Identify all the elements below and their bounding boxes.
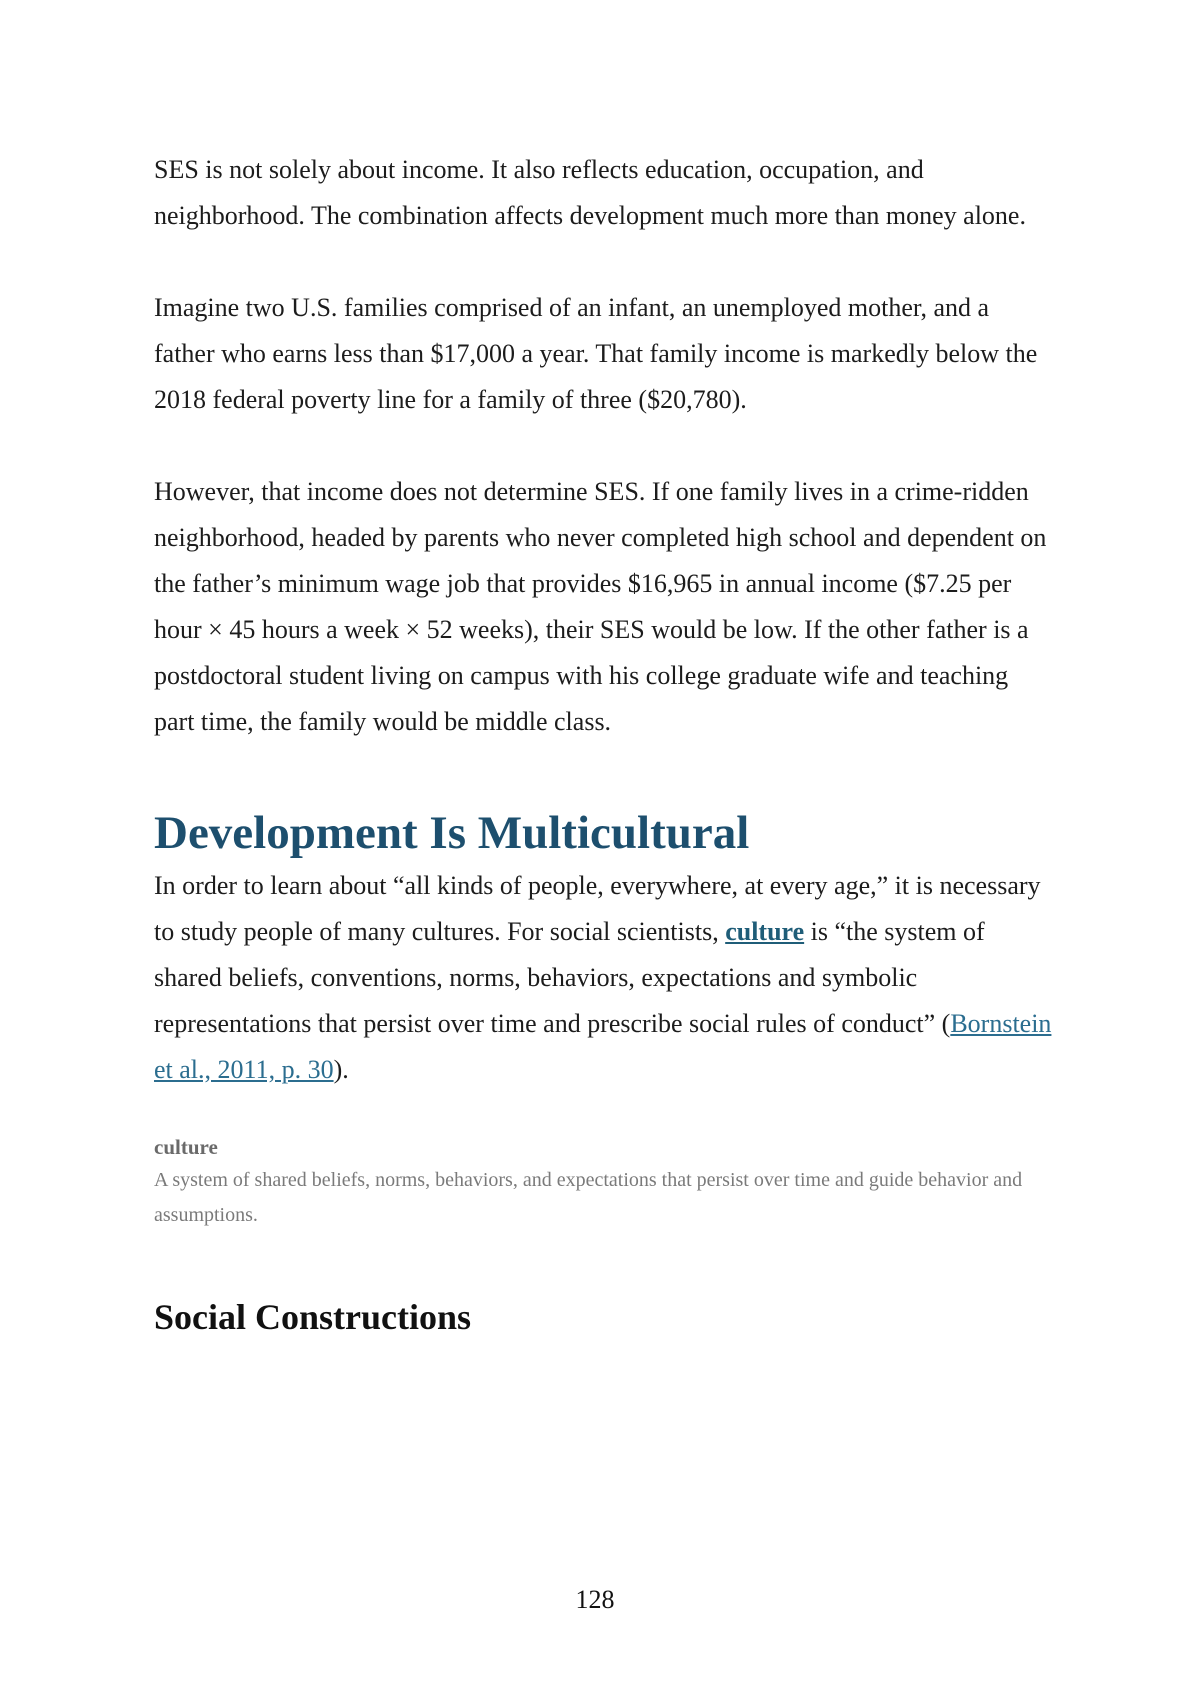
section-heading-multicultural: Development Is Multicultural	[154, 807, 750, 859]
glossary-term: culture	[154, 1135, 218, 1159]
paragraph-two-families: Imagine two U.S. families comprised of an infant, an unemployed mother, and a father who earns less than $17,000 a year. That family income is markedly below the 2018 federal poverty line for a family of three ($20,780).	[154, 293, 1038, 414]
paragraph-culture-definition	[154, 863, 1054, 1093]
subsection-heading-social-constructions: Social Constructions	[154, 1297, 472, 1337]
culture-term-link[interactable]: culture	[725, 917, 805, 946]
glossary-box	[154, 1131, 1054, 1233]
page-content	[154, 147, 1054, 1339]
page-number: 128	[575, 1585, 615, 1614]
culture-text-after: is “the system of shared beliefs, conventions, norms, behaviors, expectations and symbolic representations that persist over time and prescribe social rules of conduct” (	[154, 917, 985, 1038]
culture-text-end: ).	[333, 1055, 349, 1084]
paragraph-income-ses: However, that income does not determine SES. If one family lives in a crime-ridden neighborhood, headed by parents who never completed high school and dependent on the father’s minimum wage job that provides $16,965 in annual income ($7.25 per hour × 45 hours a week × 52 weeks), their SES would be low. If the other father is a postdoctoral student living on campus with his college graduate wife and teaching part time, the family would be middle class.	[154, 477, 1047, 736]
glossary-definition: A system of shared beliefs, norms, behaviors, and expectations that persist over time and guide behavior and assumptions.	[154, 1169, 1023, 1226]
paragraph-ses-definition: SES is not solely about income. It also reflects education, occupation, and neighborhood. The combination affects development much more than money alone.	[154, 155, 1026, 230]
culture-text-before: In order to learn about “all kinds of people, everywhere, at every age,” it is necessary to study people of many cultures. For social scientists,	[154, 871, 1041, 946]
citation-link[interactable]: Bornstein et al., 2011, p. 30	[154, 1009, 1052, 1084]
